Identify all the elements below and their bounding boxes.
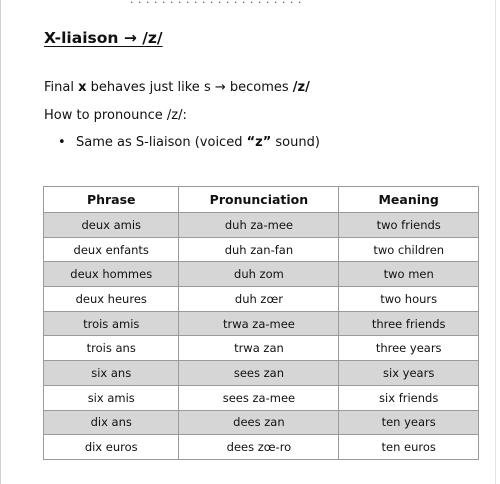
phrase-cell: deux heures xyxy=(44,287,179,312)
meaning-cell: two hours xyxy=(339,287,479,312)
pronunciation-cell: duh zœr xyxy=(179,287,339,312)
pronunciation-cell: sees za-mee xyxy=(179,385,339,410)
table-header-row xyxy=(44,187,479,213)
phrase-cell: deux enfants xyxy=(44,237,179,262)
rule-sentence xyxy=(44,80,310,95)
phrase-cell: deux amis xyxy=(44,213,179,238)
meaning-cell: two friends xyxy=(339,213,479,238)
how-to-label: How to pronounce /z/: xyxy=(44,108,187,123)
liaison-table xyxy=(43,186,479,460)
bullet-item xyxy=(58,135,320,150)
table-row xyxy=(44,237,479,262)
meaning-cell: three years xyxy=(339,336,479,361)
cropped-previous-line xyxy=(0,0,500,8)
bullet-text-before: Same as S-liaison (voiced xyxy=(76,135,247,150)
meaning-cell: six years xyxy=(339,361,479,386)
meaning-cell: three friends xyxy=(339,311,479,336)
pronunciation-cell: dees zan xyxy=(179,410,339,435)
pronunciation-cell: duh zom xyxy=(179,262,339,287)
rule-text-middle: behaves just like s → becomes xyxy=(86,80,293,95)
page-edge-left xyxy=(0,0,1,484)
pronunciation-cell: trwa zan xyxy=(179,336,339,361)
rule-text-before: Final xyxy=(44,80,79,95)
header-pronunciation: Pronunciation xyxy=(179,187,339,213)
table-row xyxy=(44,262,479,287)
meaning-cell: two children xyxy=(339,237,479,262)
table-row xyxy=(44,311,479,336)
section-title: X-liaison → /z/ xyxy=(44,29,163,47)
pronunciation-cell: duh zan-fan xyxy=(179,237,339,262)
rule-letter: x xyxy=(78,80,87,95)
phrase-cell: trois amis xyxy=(44,311,179,336)
bullet-dot-icon: • xyxy=(58,135,66,150)
phrase-cell: six ans xyxy=(44,361,179,386)
rule-sound: /z/ xyxy=(292,80,310,95)
bullet-text-after: sound) xyxy=(271,135,320,150)
phrase-cell: deux hommes xyxy=(44,262,179,287)
pronunciation-cell: trwa za-mee xyxy=(179,311,339,336)
phrase-cell: trois ans xyxy=(44,336,179,361)
bullet-quoted: “z” xyxy=(246,135,272,150)
table-row xyxy=(44,336,479,361)
pronunciation-cell: sees zan xyxy=(179,361,339,386)
meaning-cell: ten euros xyxy=(339,435,479,460)
phrase-cell: six amis xyxy=(44,385,179,410)
table-row xyxy=(44,287,479,312)
pronunciation-cell: dees zœ-ro xyxy=(179,435,339,460)
table-row xyxy=(44,213,479,238)
table-row xyxy=(44,385,479,410)
table-row xyxy=(44,410,479,435)
table-row xyxy=(44,435,479,460)
header-phrase: Phrase xyxy=(44,187,179,213)
phrase-cell: dix ans xyxy=(44,410,179,435)
pronunciation-cell: duh za-mee xyxy=(179,213,339,238)
page-edge-right xyxy=(495,0,496,484)
table-row xyxy=(44,361,479,386)
meaning-cell: two men xyxy=(339,262,479,287)
phrase-cell: dix euros xyxy=(44,435,179,460)
meaning-cell: ten years xyxy=(339,410,479,435)
header-meaning: Meaning xyxy=(339,187,479,213)
meaning-cell: six friends xyxy=(339,385,479,410)
